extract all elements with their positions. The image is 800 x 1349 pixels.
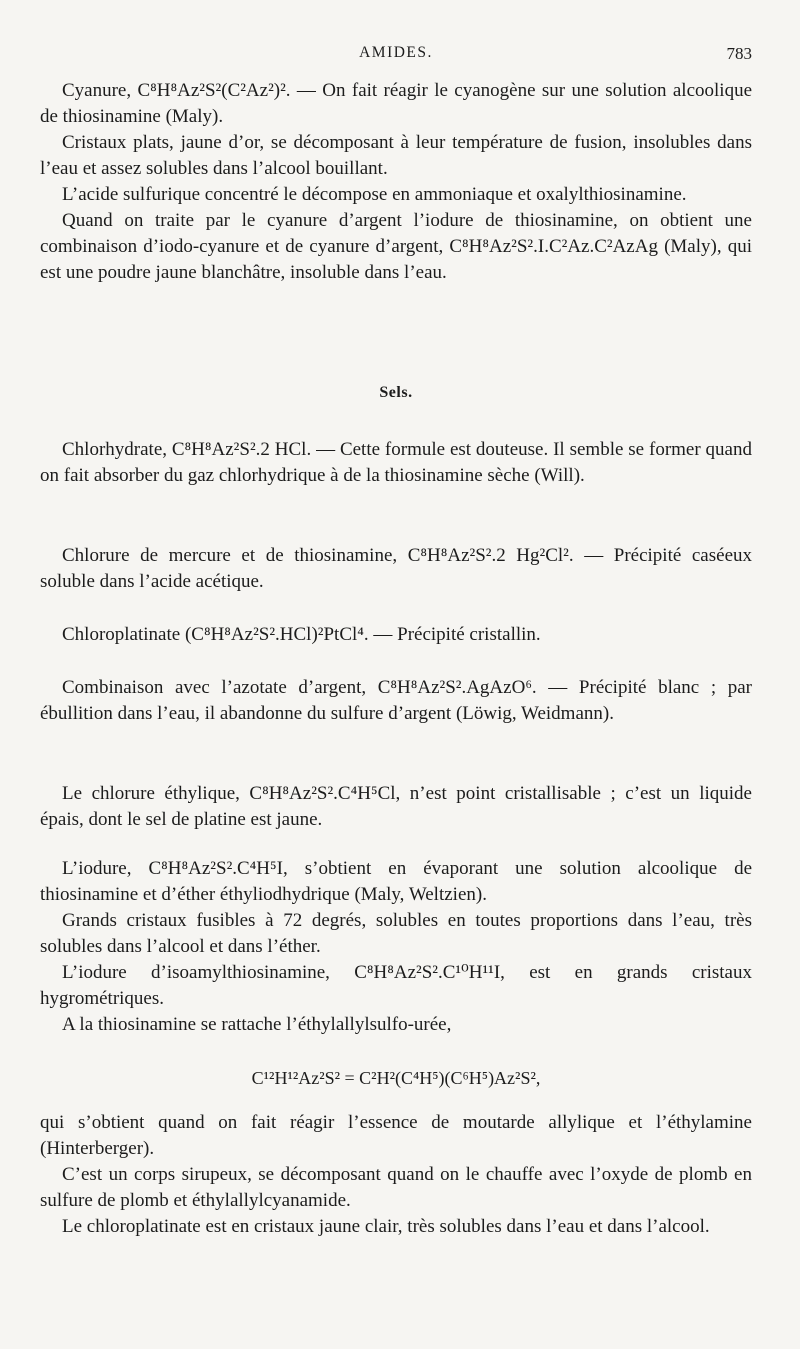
paragraph: Chlorhydrate, C⁸H⁸Az²S².2 HCl. — Cette formule est douteuse. Il semble se former quand on fait absorber du gaz chlorhydrique à de la thiosinamine sèche (Will). (40, 439, 752, 486)
section-heading: Sels. (379, 384, 413, 401)
paragraph: Cyanure, C⁸H⁸Az²S²(C²Az²)². — On fait réagir le cyanogène sur une solution alcoolique de thiosinamine (Maly). (40, 80, 752, 127)
iodure-section (40, 856, 752, 1038)
paragraph-block (40, 781, 752, 833)
paragraph: Chlorure de mercure et de thiosinamine, C⁸H⁸Az²S².2 Hg²Cl². — Précipité caséeux soluble dans l’acide acétique. (40, 545, 752, 592)
paragraph: L’acide sulfurique concentré le décompose en ammoniaque et oxalylthiosinamine. (62, 184, 687, 205)
paragraph-block (40, 622, 752, 648)
paragraph-block (40, 543, 752, 595)
paragraph: Le chloroplatinate est en cristaux jaune clair, très solubles dans l’eau et dans l’alcool. (62, 1216, 710, 1237)
paragraph: L’iodure, C⁸H⁸Az²S².C⁴H⁵I, s’obtient en évaporant une solution alcoolique de thiosinamine et d’éther éthyliodhydrique (Maly, Weltzien). (40, 858, 752, 905)
central-formula: C¹²H¹²Az²S² = C²H²(C⁴H⁵)(C⁶H⁵)Az²S², (251, 1068, 541, 1088)
paragraph-block (40, 437, 752, 489)
paragraph: Grands cristaux fusibles à 72 degrés, solubles en toutes proportions dans l’eau, très solubles dans l’alcool et dans l’éther. (40, 910, 752, 957)
paragraph: qui s’obtient quand on fait réagir l’essence de moutarde allylique et l’éthylamine (Hinterberger). (40, 1112, 752, 1159)
paragraph: Quand on traite par le cyanure d’argent l’iodure de thiosinamine, on obtient une combinaison d’iodo-cyanure et de cyanure d’argent, C⁸H⁸Az²S².I.C²Az.C²AzAg (Maly), qui est une poudre jaune blanchâtre, insoluble dans l’eau. (40, 210, 752, 283)
paragraph: Combinaison avec l’azotate d’argent, C⁸H⁸Az²S².AgAzO⁶. — Précipité blanc ; par ébullition dans l’eau, il abandonne du sulfure d’argent (Löwig, Weidmann). (40, 677, 752, 724)
paragraph-block (40, 675, 752, 727)
running-title: AMIDES. (359, 44, 433, 61)
final-section (40, 1110, 752, 1240)
paragraph: Le chlorure éthylique, C⁸H⁸Az²S².C⁴H⁵Cl, n’est point cristallisable ; c’est un liquide épais, dont le sel de platine est jaune. (40, 783, 752, 830)
paragraph: C’est un corps sirupeux, se décomposant quand on le chauffe avec l’oxyde de plomb en sulfure de plomb et éthylallylcyanamide. (40, 1164, 752, 1211)
paragraph: A la thiosinamine se rattache l’éthylallylsulfo-urée, (62, 1014, 452, 1035)
cyanure-section (40, 78, 752, 286)
paragraph: Chloroplatinate (C⁸H⁸Az²S².HCl)²PtCl⁴. — Précipité cristallin. (62, 624, 541, 645)
page-number: 783 (726, 44, 752, 63)
paragraph: L’iodure d’isoamylthiosinamine, C⁸H⁸Az²S².C¹⁰H¹¹I, est en grands cristaux hygrométriques. (40, 962, 752, 1009)
page-header (40, 44, 752, 68)
paragraph: Cristaux plats, jaune d’or, se décomposant à leur température de fusion, insolubles dans l’eau et assez solubles dans l’alcool bouillant. (40, 132, 752, 179)
